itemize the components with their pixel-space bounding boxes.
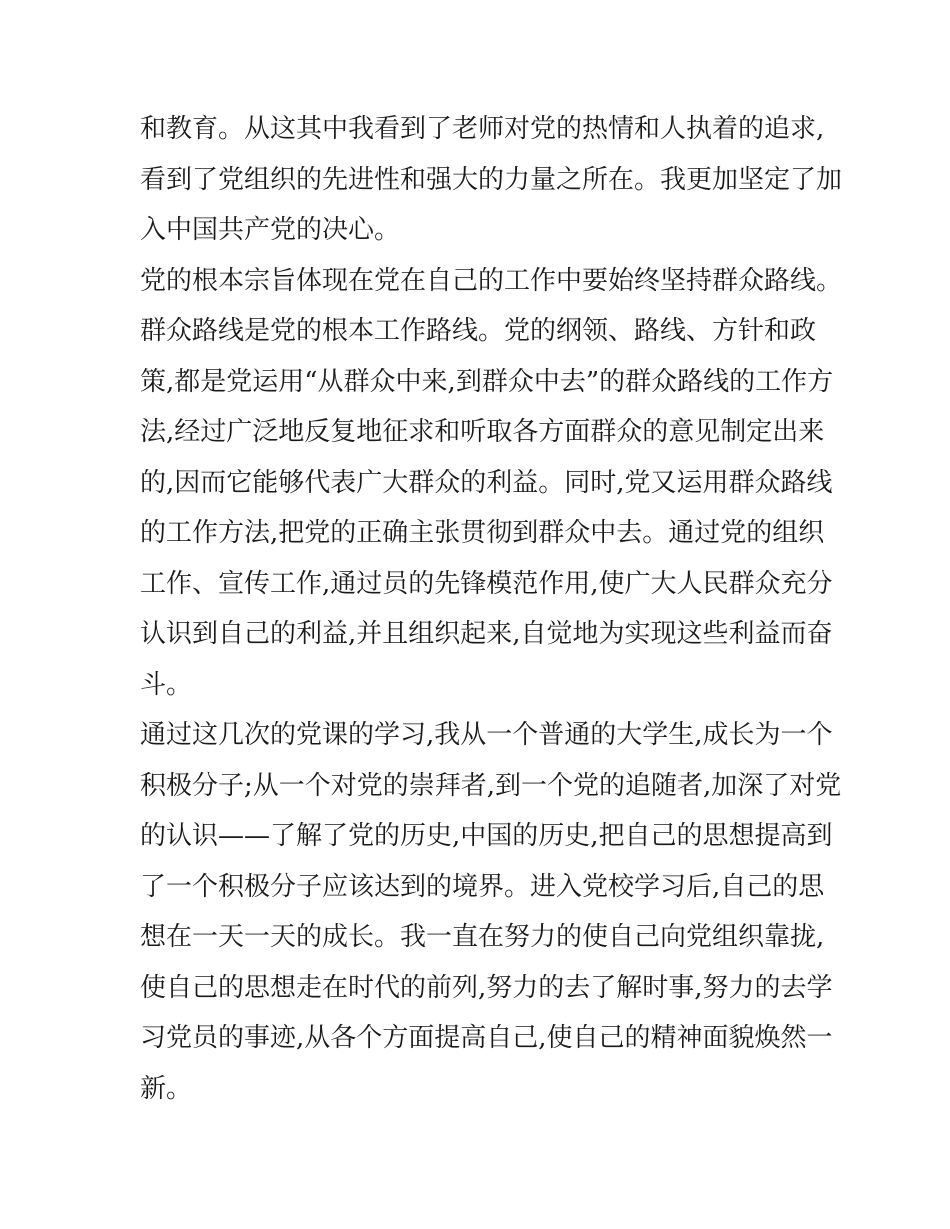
text-line: 了一个积极分子应该达到的境界。进入党校学习后,自己的思 xyxy=(140,871,825,902)
text-line: 想在一天一天的成长。我一直在努力的使自己向党组织靠拢, xyxy=(140,922,825,952)
text-line: 和教育。从这其中我看到了老师对党的热情和人执着的追求, xyxy=(140,114,825,144)
text-line: 党的根本宗旨体现在党在自己的工作中要始终坚持群众路线。 xyxy=(140,265,843,296)
text-line: 使自己的思想走在时代的前列,努力的去了解时事,努力的去学 xyxy=(140,972,833,1003)
text-line: 入中国共产党的决心。 xyxy=(140,215,401,245)
text-line: 的认识——了解了党的历史,中国的历史,把自己的思想提高到 xyxy=(140,821,833,851)
text-line: 法,经过广泛地反复地征求和听取各方面群众的意见制定出来 xyxy=(140,417,825,447)
text-line: 斗。 xyxy=(140,669,193,700)
document-body xyxy=(140,104,843,1114)
text-line: 群众路线是党的根本工作路线。党的纲领、路线、方针和政 xyxy=(140,316,817,346)
text-line: 策,都是党运用“从群众中来,到群众中去”的群众路线的工作方 xyxy=(140,366,834,397)
text-line: 通过这几次的党课的学习,我从一个普通的大学生,成长为一个 xyxy=(140,720,833,750)
text-line: 新。 xyxy=(140,1073,193,1104)
text-line: 习党员的事迹,从各个方面提高自己,使自己的精神面貌焕然一 xyxy=(140,1023,833,1053)
text-line: 工作、宣传工作,通过员的先锋模范作用,使广大人民群众充分 xyxy=(140,568,833,599)
text-line: 认识到自己的利益,并且组织起来,自觉地为实现这些利益而奋 xyxy=(140,619,833,649)
text-line: 的工作方法,把党的正确主张贯彻到群众中去。通过党的组织 xyxy=(140,518,825,548)
text-line: 的,因而它能够代表广大群众的利益。同时,党又运用群众路线 xyxy=(140,467,833,498)
text-line: 积极分子;从一个对党的崇拜者,到一个党的追随者,加深了对党 xyxy=(140,770,842,801)
text-line: 看到了党组织的先进性和强大的力量之所在。我更加坚定了加 xyxy=(140,164,843,195)
